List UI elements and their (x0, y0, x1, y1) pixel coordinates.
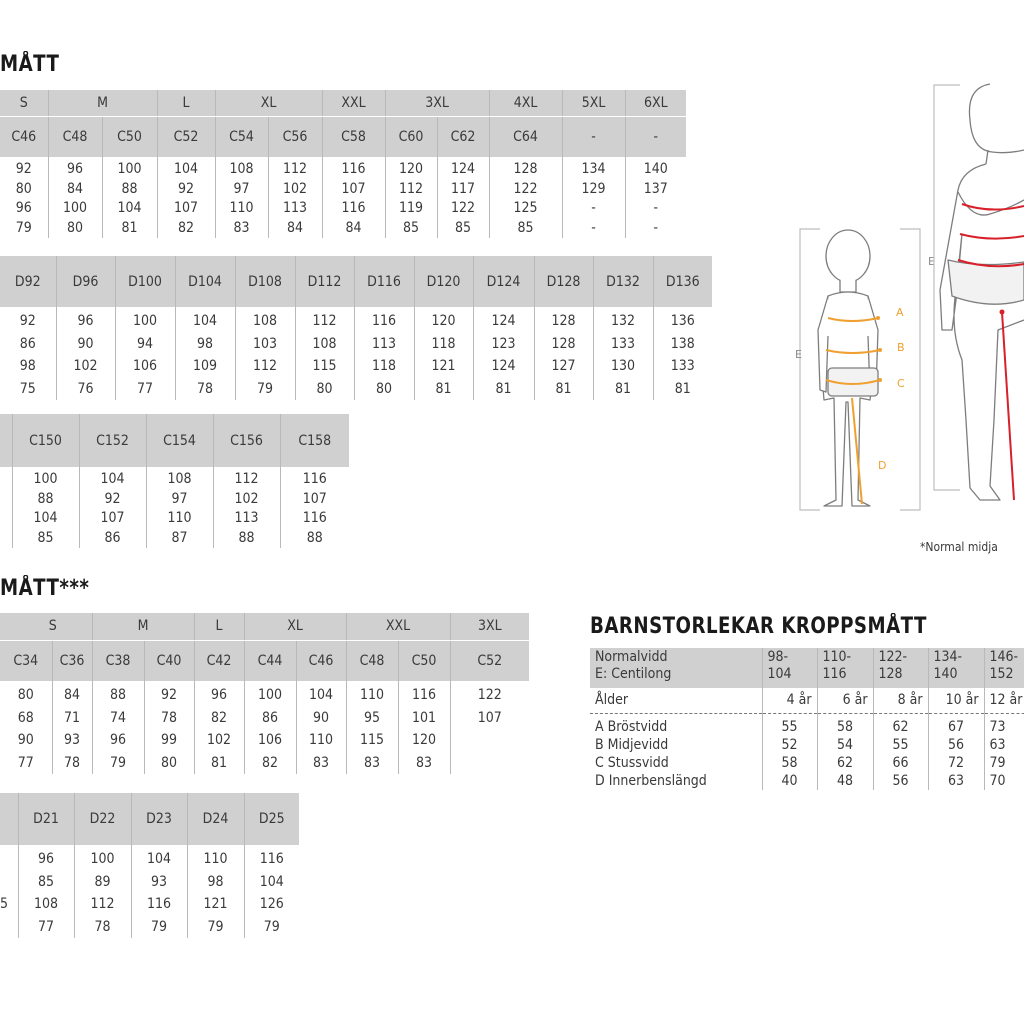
size-label: S (0, 90, 48, 116)
size-label: 3XL (385, 90, 489, 116)
normal-waist-note: *Normal midja (920, 540, 998, 554)
kids-age-cell: 4 år (762, 688, 817, 714)
size-code: C54 (215, 116, 268, 157)
kids-measure-cell: 58 54 62 48 (817, 714, 873, 791)
child-figure (818, 230, 878, 506)
size-label: 6XL (625, 90, 686, 116)
measure-cell: 88 74 96 79 (92, 681, 144, 774)
size-code: C44 (244, 640, 296, 681)
measure-cell: 116 104 126 79 (244, 845, 299, 938)
measure-cell-partial: 5 (0, 896, 9, 912)
kids-size-header: 146- 152 (984, 648, 1024, 688)
kids-age-cell: 12 år (984, 688, 1024, 714)
measure-cell: 104 98 109 78 (175, 307, 235, 400)
size-code: C52 (450, 640, 529, 681)
size-code: D21 (18, 793, 74, 845)
size-code: C52 (157, 116, 215, 157)
measure-cell: 104 92 107 86 (79, 467, 146, 548)
women-top-heading: MÅTT (0, 52, 60, 77)
measure-cell: 112 102 113 84 (268, 157, 322, 238)
size-label: XXL (346, 613, 450, 640)
size-label: XXL (322, 90, 385, 116)
label-d: D (878, 459, 887, 472)
size-code: - (562, 116, 625, 157)
measure-cell: 110 95 115 83 (346, 681, 398, 774)
measure-cell: 116 107 116 88 (280, 467, 349, 548)
size-code: C36 (52, 640, 92, 681)
measure-cell: 92 86 98 75 (19, 313, 36, 397)
kids-measure-cell: 73 63 79 70 (984, 714, 1024, 791)
size-code: C58 (322, 116, 385, 157)
size-code: C50 (398, 640, 450, 681)
size-code: D96 (56, 256, 115, 307)
size-code: D120 (414, 256, 473, 307)
size-code: D116 (354, 256, 414, 307)
size-label: S (14, 613, 92, 640)
size-code: C46 (0, 116, 48, 157)
size-code: D22 (74, 793, 131, 845)
measure-cell: 92 78 99 80 (144, 681, 194, 774)
size-code: D132 (593, 256, 653, 307)
kids-age-label: Ålder (590, 688, 762, 714)
size-code: C38 (92, 640, 144, 681)
size-code: C50 (102, 116, 157, 157)
kids-size-header: 98- 104 (762, 648, 817, 688)
size-label: M (48, 90, 157, 116)
measure-cell: 108 97 110 83 (215, 157, 268, 238)
label-e-child: E (795, 348, 802, 361)
size-label: 5XL (562, 90, 625, 116)
women-bottom-heading: MÅTT*** (0, 576, 90, 601)
measure-cell: 104 92 107 82 (157, 157, 215, 238)
measure-cell: 80 68 90 77 (17, 687, 34, 771)
measure-cell: 100 86 106 82 (244, 681, 296, 774)
size-code: C62 (437, 116, 489, 157)
size-code: D104 (175, 256, 235, 307)
measure-cell: 104 93 116 79 (131, 845, 187, 938)
measure-cell: 124 117 122 85 (437, 157, 489, 238)
measure-cell: 124 123 124 81 (473, 307, 534, 400)
size-code: D23 (131, 793, 187, 845)
kids-measure-cell: 62 55 66 56 (873, 714, 928, 791)
measure-cell: 100 88 104 85 (12, 467, 79, 548)
size-code: D92 (0, 256, 56, 307)
size-code: D25 (244, 793, 299, 845)
size-code: D100 (115, 256, 175, 307)
label-c: C (897, 377, 905, 390)
measure-cell: 120 118 121 81 (414, 307, 473, 400)
kids-size-header: 122- 128 (873, 648, 928, 688)
measure-cell: 112 108 115 80 (295, 307, 354, 400)
size-code: D136 (653, 256, 712, 307)
measure-cell: 96 90 102 76 (56, 307, 115, 400)
size-code: C158 (280, 414, 349, 467)
adult-figure (940, 84, 1024, 500)
size-code: D24 (187, 793, 244, 845)
label-b: B (897, 341, 905, 354)
size-code: - (625, 116, 686, 157)
size-label: 4XL (489, 90, 562, 116)
size-label: L (157, 90, 215, 116)
size-code: C150 (12, 414, 79, 467)
measure-cell: 140 137 - - (625, 157, 686, 238)
size-label: XL (215, 90, 322, 116)
kids-age-cell: 10 år (928, 688, 984, 714)
size-code: C154 (146, 414, 213, 467)
measure-cell: 100 88 104 81 (102, 157, 157, 238)
size-code: C42 (194, 640, 244, 681)
size-code: C34 (0, 640, 52, 681)
measure-cell: 122 107 (450, 681, 529, 774)
size-code: C56 (268, 116, 322, 157)
measure-cell: 92 80 96 79 (15, 161, 32, 236)
measure-cell: 128 128 127 81 (534, 307, 593, 400)
size-code: C156 (213, 414, 280, 467)
kids-age-cell: 6 år (817, 688, 873, 714)
size-code: C48 (346, 640, 398, 681)
size-label: M (92, 613, 194, 640)
measure-cell: 84 71 93 78 (52, 681, 92, 774)
measure-cell: 96 85 108 77 (18, 845, 74, 938)
size-code: D124 (473, 256, 534, 307)
size-code: C40 (144, 640, 194, 681)
measure-cell: 116 113 118 80 (354, 307, 414, 400)
label-a: A (896, 306, 904, 319)
measure-cell: 100 89 112 78 (74, 845, 131, 938)
size-label: 3XL (450, 613, 529, 640)
measure-cell: 110 98 121 79 (187, 845, 244, 938)
measure-cell: 108 97 110 87 (146, 467, 213, 548)
measure-cell: 96 84 100 80 (48, 157, 102, 238)
size-code: C152 (79, 414, 146, 467)
kids-size-header: 110- 116 (817, 648, 873, 688)
size-code: C64 (489, 116, 562, 157)
size-code: C48 (48, 116, 102, 157)
kids-header-label: Normalvidd E: Centilong (590, 648, 762, 688)
size-code: D108 (235, 256, 295, 307)
measure-cell: 96 82 102 81 (194, 681, 244, 774)
size-code: D112 (295, 256, 354, 307)
measure-cell: 116 101 120 83 (398, 681, 450, 774)
label-e-adult: E (928, 255, 935, 268)
size-code: C60 (385, 116, 437, 157)
measure-cell: 116 107 116 84 (322, 157, 385, 238)
kids-measure-labels: A Bröstvidd B Midjevidd C Stussvidd D Innerbenslängd (595, 719, 707, 789)
adult-measure-dots (1000, 310, 1005, 315)
kids-heading: BARNSTORLEKAR KROPPSMÅTT (590, 614, 927, 639)
kids-age-cell: 8 år (873, 688, 928, 714)
size-code: D128 (534, 256, 593, 307)
measure-cell: 112 102 113 88 (213, 467, 280, 548)
kids-size-header: 134- 140 (928, 648, 984, 688)
measure-cell: 136 138 133 81 (653, 307, 712, 400)
measure-cell: 134 129 - - (562, 157, 625, 238)
kids-measure-cell: 55 52 58 40 (762, 714, 817, 791)
size-code: C46 (296, 640, 346, 681)
measure-cell: 120 112 119 85 (385, 157, 437, 238)
measure-cell: 128 122 125 85 (489, 157, 562, 238)
size-label: L (194, 613, 244, 640)
measure-cell: 104 90 110 83 (296, 681, 346, 774)
measure-cell: 132 133 130 81 (593, 307, 653, 400)
measure-cell: 100 94 106 77 (115, 307, 175, 400)
size-label: XL (244, 613, 346, 640)
measure-cell: 108 103 112 79 (235, 307, 295, 400)
kids-measure-cell: 67 56 72 63 (928, 714, 984, 791)
